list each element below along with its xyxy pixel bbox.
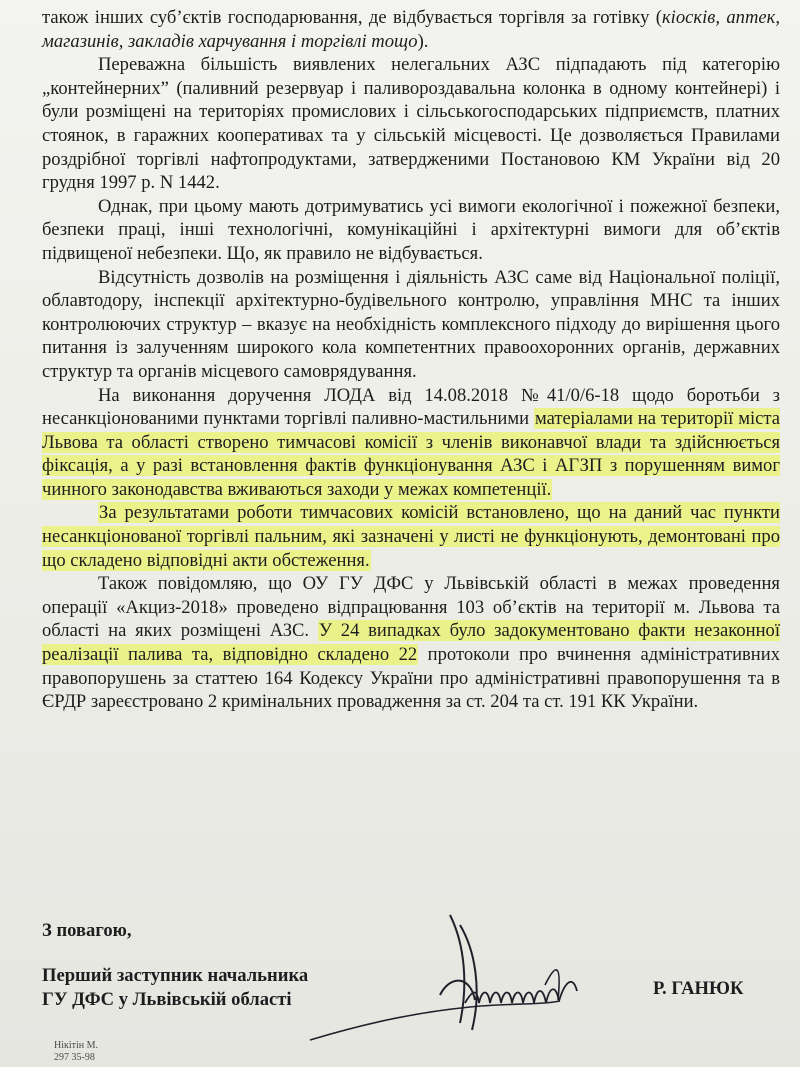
signer-position bbox=[42, 964, 308, 1012]
position-line-2: ГУ ДФС у Львівській області bbox=[42, 989, 292, 1010]
executor-info bbox=[54, 1040, 98, 1064]
paragraph-text: Відсутність дозволів на розміщення і діяльність АЗС саме від Національної поліції, облавтодору, інспекції архітектурно-будівельного контролю, управління МНС та інших контролюючих структур – вказує на необхідність комплексного підходу до вирішення цього питання із залученням широкого кола компетентних правоохоронних органів, державних структур та органів місцевого самоврядування. bbox=[42, 266, 780, 382]
paragraph bbox=[42, 195, 780, 266]
executor-phone: 297 35-98 bbox=[54, 1052, 95, 1063]
letter-body bbox=[42, 6, 780, 714]
paragraph-text: Однак, при цьому мають дотримуватись усі вимоги екологічної і пожежної безпеки, безпеки праці, інші технологічні, комунікаційні і архітектурні вимоги для об’єктів підвищеної небезпеки. Що, як правило не відбувається. bbox=[42, 195, 780, 264]
executor-name: Нікітін М. bbox=[54, 1040, 99, 1051]
signer-name: Р. ГАНЮК bbox=[653, 978, 744, 999]
italic-text: кіосків, аптек, магазинів, закладів харчування і торгівлі тощо bbox=[42, 7, 780, 52]
paragraph-text: Також повідомляю, що ОУ ГУ ДФС у Львівській області в межах проведення операції «Акциз-2018» проведено відпрацювання 103 об’єктів на території м. Львова та області на яких розміщені АЗС. bbox=[42, 573, 780, 642]
paragraph bbox=[42, 53, 780, 195]
paragraph-text: На виконання доручення ЛОДА від 14.08.2018 №41/0/6-18 щодо боротьби з несанкціонованими пунктами торгівлі паливно-мастильними bbox=[42, 384, 780, 430]
highlighted-text: матеріалами на території міста Львова та області створено тимчасові комісії з членів виконавчої влади та здійснюється фіксація, а у разі встановлення фактів функціонування АЗС і АГЗП з порушенням вимог чинного законодавства вживаються заходи у межах компетенції. bbox=[42, 408, 780, 500]
highlighted-text: У 24 випадках було задокументовано факти незаконної реалізації палива та, відповідно складено 22 bbox=[42, 620, 781, 666]
handwritten-signature bbox=[300, 905, 660, 1055]
highlighted-text: За результатами роботи тимчасових комісій встановлено, що на даний час пункти несанкціонованої торгівлі пальним, які зазначені у листі не функціонують, демонтовані про що складено відповідні акти обстеження. bbox=[42, 502, 780, 571]
paragraph-text: ). bbox=[417, 30, 429, 52]
closing-phrase: З повагою, bbox=[42, 920, 132, 941]
paragraph bbox=[42, 501, 780, 572]
paragraph-text: протоколи про вчинення адміністративних правопорушень за статтею 164 Кодексу України про адміністративні правопорушення та в ЄРДР зареєстровано 2 кримінальних провадження за ст. 204 та ст. 191 КК України. bbox=[42, 644, 780, 713]
position-line-1: Перший заступник начальника bbox=[42, 965, 309, 986]
paragraph-text: Переважна більшість виявлених нелегальних АЗС підпадають під категорію „контейнерних” (паливний резервуар і паливороздавальна колонка в одному контейнері) і були розміщені на територіях промислових і сільськогосподарських підприємств, платних стоянок, в гаражних кооперативах та у сільській місцевості. Це дозволяється Правилами роздрібної торгівлі нафтопродуктами, затвердженими Постановою КМ України від 20 грудня 1997 р. N 1442. bbox=[42, 54, 780, 194]
paragraph bbox=[42, 384, 780, 502]
paragraph-text: також інших суб’єктів господарювання, де відбувається торгівля за готівку ( bbox=[42, 7, 662, 28]
paragraph bbox=[42, 572, 780, 714]
paragraph bbox=[42, 6, 780, 53]
paragraph bbox=[42, 266, 780, 384]
